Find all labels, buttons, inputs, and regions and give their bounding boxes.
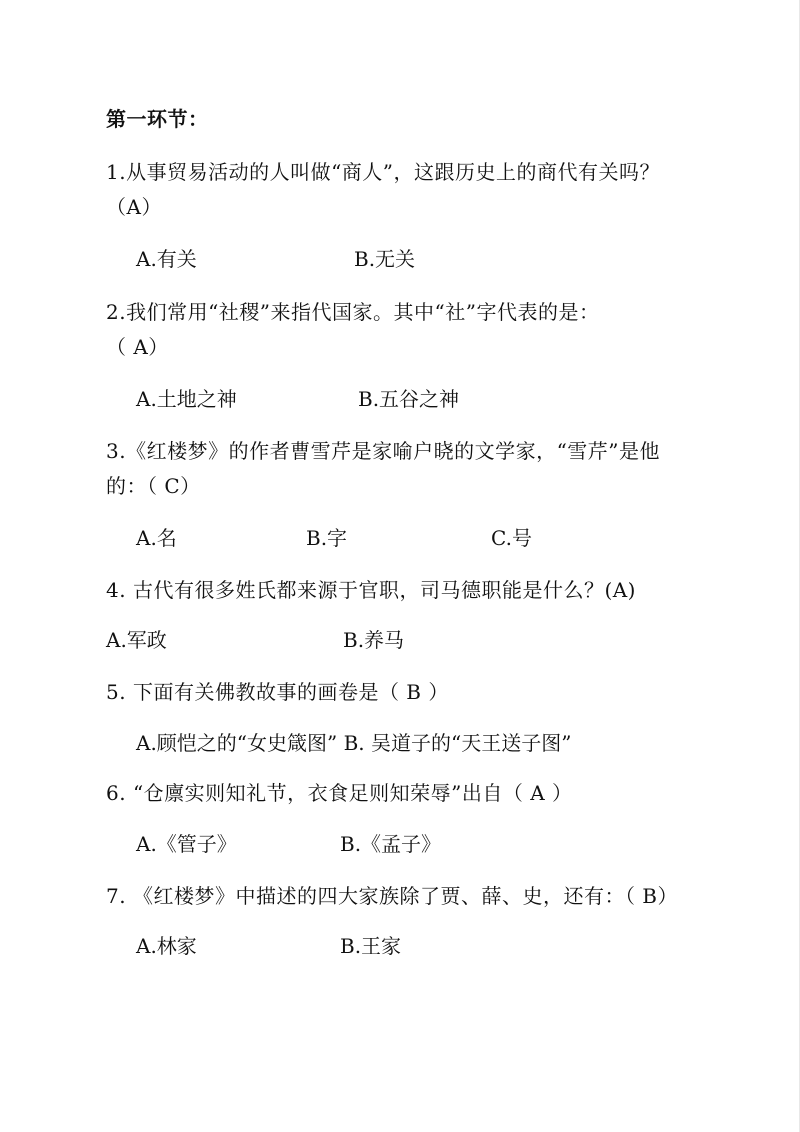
question-1-text: 1.从事贸易活动的人叫做“商人”，这跟历史上的商代有关吗？ <box>106 160 661 184</box>
question-7-text: 7. 《红楼梦》中描述的四大家族除了贾、薛、史，还有：（ B） <box>106 884 678 908</box>
question-3-option-b: B.字 <box>306 526 348 550</box>
question-4-text: 4. 古代有很多姓氏都来源于官职，司马德职能是什么？(A) <box>106 578 636 602</box>
question-2-answer: （ A） <box>106 335 169 359</box>
question-1-option-a: A.有关 <box>136 247 197 271</box>
question-4-option-b: B.养马 <box>343 628 405 652</box>
question-3-answer: 的：（ C） <box>106 474 201 498</box>
question-6-option-a: A.《管子》 <box>136 832 237 856</box>
question-6-text: 6. “仓廪实则知礼节，衣食足则知荣辱”出自（ A ） <box>106 781 573 805</box>
question-7-option-a: A.林家 <box>136 934 197 958</box>
question-6-option-b: B.《孟子》 <box>340 832 442 856</box>
question-1-option-b: B.无关 <box>354 247 416 271</box>
question-2-text: 2.我们常用“社稷”来指代国家。其中“社”字代表的是： <box>106 300 600 324</box>
question-2-option-a: A.土地之神 <box>136 387 237 411</box>
question-2-option-b: B.五谷之神 <box>358 387 460 411</box>
question-3-option-c: C.号 <box>491 526 532 550</box>
question-1-answer: （A） <box>106 195 162 219</box>
question-3-option-a: A.名 <box>136 526 177 550</box>
question-5-text: 5. 下面有关佛教故事的画卷是（ B ） <box>106 680 449 704</box>
question-3-text: 3.《红楼梦》的作者曹雪芹是家喻户晓的文学家，“雪芹”是他 <box>106 439 661 463</box>
question-4-option-a: A.军政 <box>106 628 167 652</box>
section-title: 第一环节： <box>106 107 209 131</box>
question-5-options: A.顾恺之的“女史箴图” B. 吴道子的“天王送子图” <box>136 731 572 755</box>
question-7-option-b: B.王家 <box>340 934 402 958</box>
